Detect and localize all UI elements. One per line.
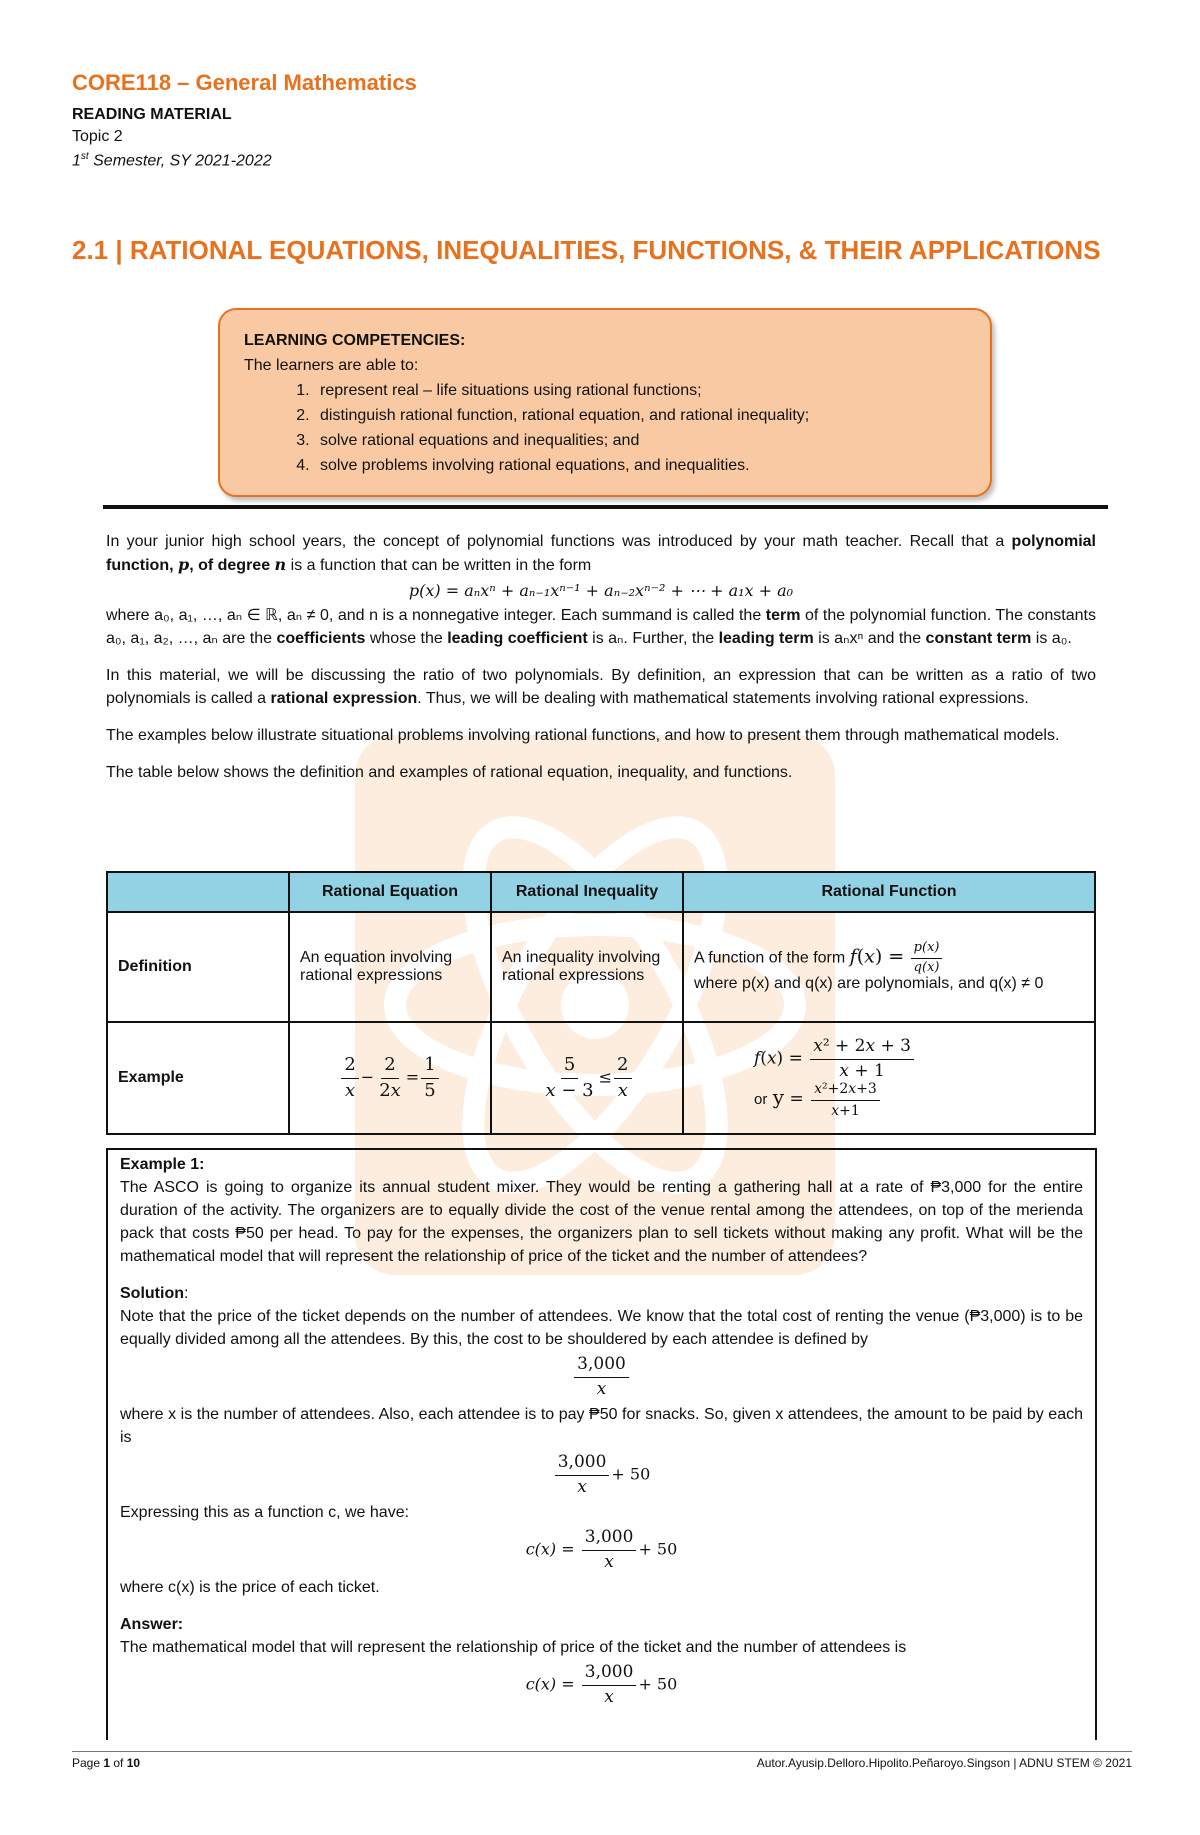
example-1-box [106,1148,1097,1740]
leading-coefficient-keyword: leading coefficient [447,630,588,647]
table-header-function: Rational Function [683,872,1095,912]
learning-competencies-box [218,308,992,497]
formula-numerator: 3,000 [582,1663,637,1686]
competencies-intro: The learners are able to: [244,357,419,374]
formula-plus-50: + 50 [638,1674,678,1694]
coefficients-keyword: coefficients [276,630,366,647]
formula-numerator: 3,000 [574,1355,629,1378]
intro-text: where a₀, a₁, …, aₙ ∈ ℝ, aₙ ≠ 0, and n is a nonnegative integer. Each summand is called the [106,607,766,624]
page-footer [72,1751,1132,1775]
or-label: or [754,1091,768,1109]
table-header-equation: Rational Equation [289,872,491,912]
footer-credit: Autor.Ayusip.Delloro.Hipolito.Peñaroyo.Singson | ADNU STEM © 2021 [756,1756,1132,1770]
inequality-example: $\frac{5}{x - 3}$ ≤ $\frac{2}{x}$ [491,1022,683,1134]
intro-text: is a function that can be written in the form [286,557,592,574]
table-row [107,912,1095,1022]
intro-text: whose the [365,630,448,647]
solution-paragraph-3: Expressing this as a function c, we have: [120,1504,410,1522]
c-of-x-label: c(x) = [525,1539,575,1559]
rational-expression-keyword: rational expression [270,690,418,707]
definition-label: Definition [107,912,289,1022]
intro-paragraph-4: The table below shows the definition and examples of rational equation, inequality, and functions. [106,764,793,781]
topic-label: Topic 2 [72,128,123,145]
answer-text: The mathematical model that will represent the relationship of price of the ticket and the number of attendees is [120,1639,907,1657]
equation-definition: An equation involving rational expressions [289,912,491,1022]
section-divider [103,505,1108,509]
equation-example: $\frac{2}{x}$ − $\frac{2}{2x}$ = $\frac{1}{5}$ [289,1022,491,1134]
intro-text: of the polynomial function. The constants a₀, a₁, a₂, …, aₙ are the [106,607,1096,647]
formula-plus-50: + 50 [611,1464,651,1484]
example-1-problem: The ASCO is going to organize its annual student mixer. They would be renting a gathering hall at a rate of ₱3,000 for the entire duration of the activity. The organizers are to equally divide the cost of the venue rental among the attendees, on top of the merienda pack that costs ₱50 per head. To pay for the expenses, the organizers plan to sell tickets without making any profit. What will be the mathematical model that will represent the relationship of price of the ticket and the number of attendees? [120,1179,1083,1265]
formula-cost-per-attendee: $\frac{3,000}{x}$ [120,1355,1083,1399]
semester-label [72,151,417,170]
example-label: Example [107,1022,289,1134]
intro-paragraph-2 [106,664,1096,710]
function-definition-text: A function of the form [694,949,846,967]
competencies-list [244,378,974,478]
page-of: of [110,1756,127,1770]
formula-amount-each: $\frac{3,000}{x}$ + 50 [120,1453,1083,1497]
reading-material-label: READING MATERIAL [72,106,232,123]
table-header-row [107,872,1095,912]
solution-paragraph-1: Note that the price of the ticket depends on the number of attendees. We know that the total cost of renting the venue (₱3,000) is to be equally divided among all the attendees. By this, the cost to be shouldered by each attendee is defined by [120,1308,1083,1348]
semester-text: Semester, SY 2021-2022 [88,152,272,170]
example-1-title: Example 1: [120,1156,205,1173]
intro-paragraph-1: In your junior high school years, the concept of polynomial functions was introduced by your math teacher. Recall that a polynomial function, p, of degree n is a function that can be written in the form p(x) = aₙxⁿ + aₙ₋₁xⁿ⁻¹ + aₙ₋₂xⁿ⁻² + ⋯ + a₁x + a₀ where a₀, a₁, …, aₙ ∈ ℝ, aₙ ≠ 0, and n is a nonnegative integer. Each summand is called the term of the polynomial function. The constants a₀, a₁, a₂, …, aₙ are the coefficients whose the leading coefficient is aₙ. Further, the leading term is aₙxⁿ and the constant term is a₀. [106,533,1096,647]
document-header [72,70,417,175]
answer-label: Answer: [120,1616,184,1634]
function-definition-condition: where p(x) and q(x) are polynomials, and q(x) ≠ 0 [694,975,1044,993]
formula-c-of-x: c(x) = $\frac{3,000}{x}$ + 50 [525,1527,678,1572]
table-row [107,1022,1095,1134]
c-of-x-label: c(x) = [525,1674,575,1694]
introduction-text [106,530,1096,798]
term-keyword: term [765,607,801,624]
section-title: 2.1 | RATIONAL EQUATIONS, INEQUALITIES, FUNCTIONS, & THEIR APPLICATIONS [72,235,1101,265]
competency-item: 1. represent real – life situations using rational functions; [314,378,974,403]
solution-paragraph-4: where c(x) is the price of each ticket. [120,1579,380,1597]
competency-item: 4. solve problems involving rational equations, and inequalities. [314,453,974,478]
formula-answer: c(x) = $\frac{3,000}{x}$ + 50 [525,1662,678,1707]
semester-suffix: st [80,151,89,162]
intro-text: . Thus, we will be dealing with mathematical statements involving rational expressions. [417,690,1029,707]
polynomial-formula: p(x) = aₙxⁿ + aₙ₋₁xⁿ⁻¹ + aₙ₋₂xⁿ⁻² + ⋯ + a₁x + a₀ [408,581,794,600]
constant-term-keyword: constant term [925,630,1032,647]
page-total: 10 [126,1756,141,1770]
competency-item: 2. distinguish rational function, rational equation, and rational inequality; [314,403,974,428]
formula-plus-50: + 50 [638,1539,678,1559]
intro-paragraph-3: The examples below illustrate situational problems involving rational functions, and how to present them through mathematical models. [106,727,1060,744]
semester-number: 1 [72,152,81,170]
formula-numerator: 3,000 [555,1453,610,1476]
leading-term-keyword: leading term [718,630,814,647]
competencies-heading: LEARNING COMPETENCIES: [244,332,466,349]
page-prefix: Page [72,1756,104,1770]
competency-item: 3. solve rational equations and inequalities; and [314,428,974,453]
page-number [72,1756,140,1770]
page-current: 1 [103,1756,111,1770]
intro-text: In your junior high school years, the concept of polynomial functions was introduced by your math teacher. Recall that a [106,533,1012,550]
course-title: CORE118 – General Mathematics [72,70,417,95]
solution-label: Solution [120,1285,184,1302]
rational-comparison-table [106,871,1096,1135]
intro-text: is aₙ. Further, the [587,630,719,647]
table-header-inequality: Rational Inequality [491,872,683,912]
function-example: f(x) = $\frac{\text{x² + 2x + 3}}{x + 1}$ or y = $\frac{\text{x²+2x+3}}{x+1}$ [683,1022,1095,1134]
intro-text: In this material, we will be discussing the ratio of two polynomials. By definition, an expression that can be written as a ratio of two polynomials is called a [106,667,1096,707]
function-definition: A function of the form f(x) = $\frac{p(x)}{q(x)}$ where p(x) and q(x) are polynomials, and q(x) ≠ 0 [683,912,1095,1022]
table-header-blank [107,872,289,912]
intro-text: is aₙxⁿ and the [813,630,926,647]
inequality-definition: An inequality involving rational expressions [491,912,683,1022]
solution-paragraph-2: where x is the number of attendees. Also, each attendee is to pay ₱50 for snacks. So, given x attendees, the amount to be paid by each is [120,1406,1083,1447]
formula-numerator: 3,000 [582,1528,637,1551]
intro-text: is a₀. [1031,630,1072,647]
solution-heading: Solution: [120,1285,189,1302]
polynomial-function-term: polynomial function, [106,533,1096,574]
